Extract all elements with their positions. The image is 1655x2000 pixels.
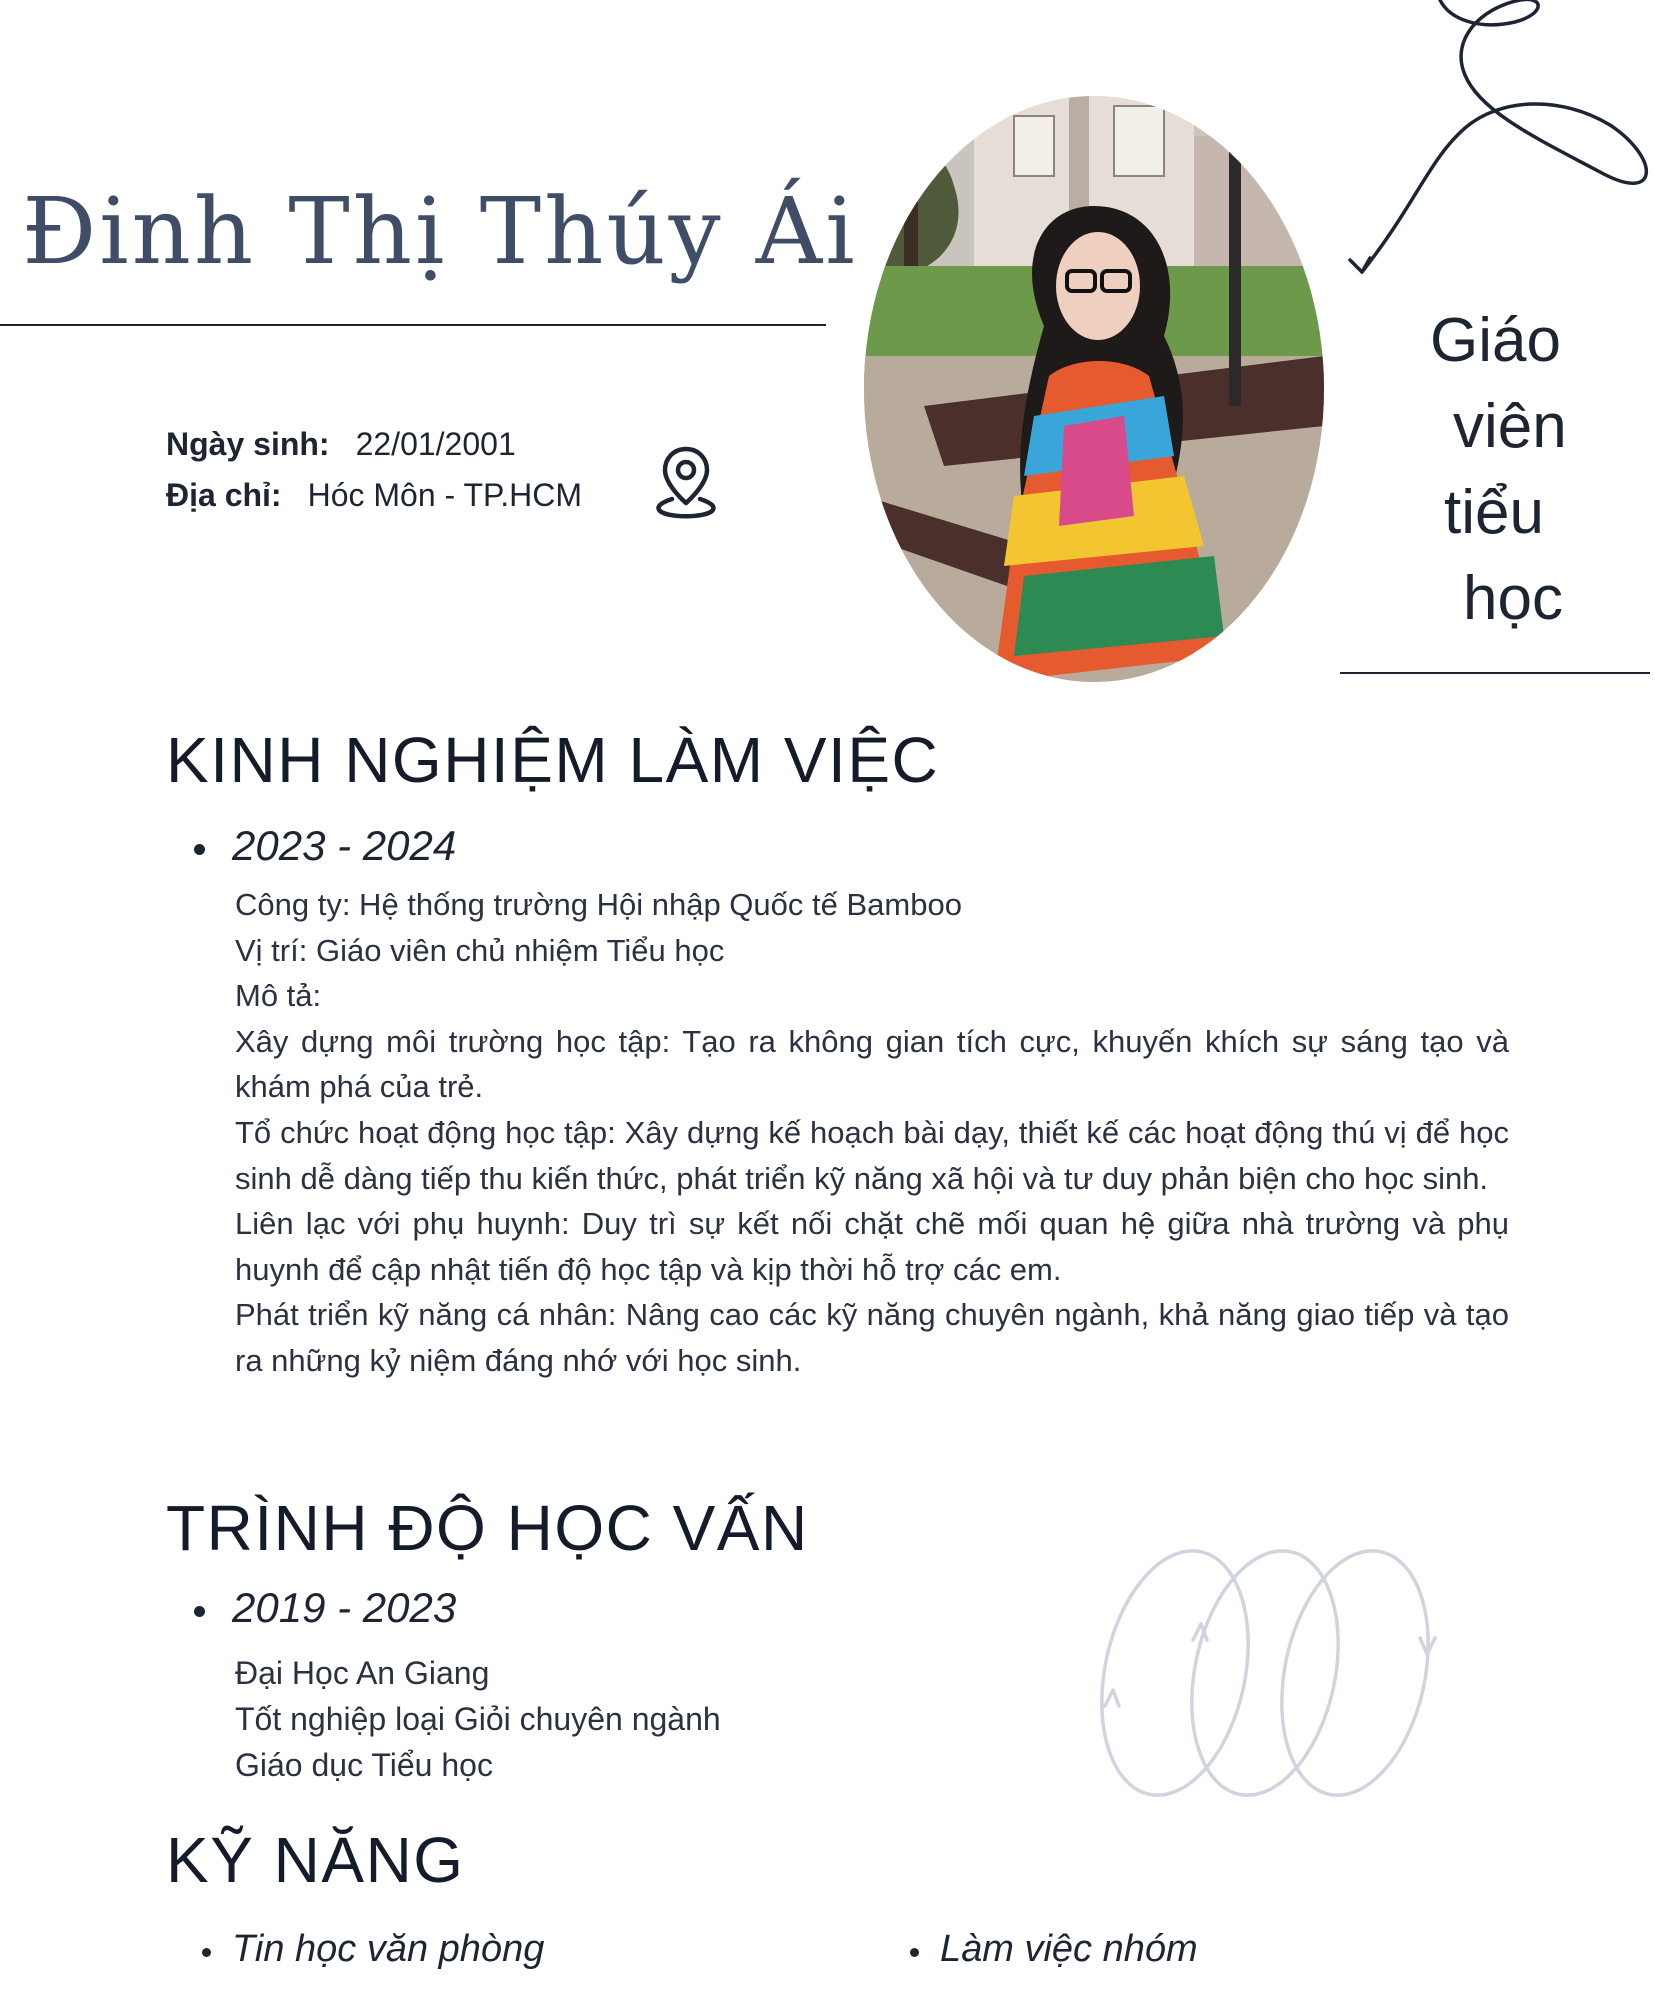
experience-duty-1: Xây dựng môi trường học tập: Tạo ra không gian tích cực, khuyến khích sự sáng tạo và khám phá của trẻ. bbox=[235, 1023, 1509, 1105]
skill-item: Tin học văn phòng bbox=[232, 1928, 545, 1970]
education-heading: TRÌNH ĐỘ HỌC VẤN bbox=[166, 1492, 809, 1564]
experience-description-label: Mô tả: bbox=[235, 978, 322, 1014]
rings-decoration bbox=[1075, 1538, 1455, 1808]
job-title-divider bbox=[1340, 672, 1650, 674]
address-row bbox=[166, 477, 582, 514]
job-title bbox=[1340, 305, 1655, 645]
education-period: 2019 - 2023 bbox=[232, 1584, 457, 1631]
education-details bbox=[235, 1650, 721, 1788]
experience-position: Vị trí: Giáo viên chủ nhiệm Tiểu học bbox=[235, 932, 725, 968]
dob-label: Ngày sinh: bbox=[166, 426, 330, 462]
dob-row bbox=[166, 426, 516, 463]
profile-photo bbox=[864, 96, 1324, 682]
job-title-line-2: viên bbox=[1453, 392, 1567, 461]
skills-heading: KỸ NĂNG bbox=[166, 1824, 465, 1896]
education-degree: Tốt nghiệp loại Giỏi chuyên ngành bbox=[235, 1701, 721, 1737]
location-pin-icon bbox=[652, 443, 720, 521]
education-major: Giáo dục Tiểu học bbox=[235, 1747, 493, 1783]
swirl-arrow-decoration bbox=[1340, 0, 1655, 285]
experience-duty-4: Phát triển kỹ năng cá nhân: Nâng cao các kỹ năng chuyên ngành, khả năng giao tiếp và tạo ra những kỷ niệm đáng nhớ với học sinh. bbox=[235, 1297, 1509, 1378]
experience-period: 2023 - 2024 bbox=[232, 822, 457, 869]
address-value: Hóc Môn - TP.HCM bbox=[307, 477, 583, 513]
job-title-line-4: học bbox=[1463, 564, 1563, 633]
experience-duty-3: Liên lạc với phụ huynh: Duy trì sự kết nối chặt chẽ mối quan hệ giữa nhà trường và phụ huynh để cập nhật tiến độ học tập và kịp thời hỗ trợ các em. bbox=[235, 1206, 1509, 1287]
experience-heading: KINH NGHIỆM LÀM VIỆC bbox=[166, 724, 940, 796]
experience-duty-2: Tổ chức hoạt động học tập: Xây dựng kế hoạch bài dạy, thiết kế các hoạt động thú vị để học sinh dễ dàng tiếp thu kiến thức, phát triển kỹ năng xã hội và tư duy phản biện cho học sinh. bbox=[235, 1114, 1509, 1196]
experience-company: Công ty: Hệ thống trường Hội nhập Quốc tế Bamboo bbox=[235, 887, 962, 922]
education-school: Đại Học An Giang bbox=[235, 1655, 490, 1691]
job-title-line-3: tiểu bbox=[1444, 478, 1544, 547]
name-divider bbox=[0, 324, 826, 326]
skill-item: Làm việc nhóm bbox=[940, 1928, 1198, 1970]
address-label: Địa chỉ: bbox=[166, 477, 282, 513]
dob-value: 22/01/2001 bbox=[355, 426, 516, 462]
candidate-name: Đinh Thị Thúy Ái bbox=[22, 178, 858, 285]
experience-details bbox=[235, 882, 1509, 1384]
job-title-line-1: Giáo bbox=[1430, 306, 1561, 375]
